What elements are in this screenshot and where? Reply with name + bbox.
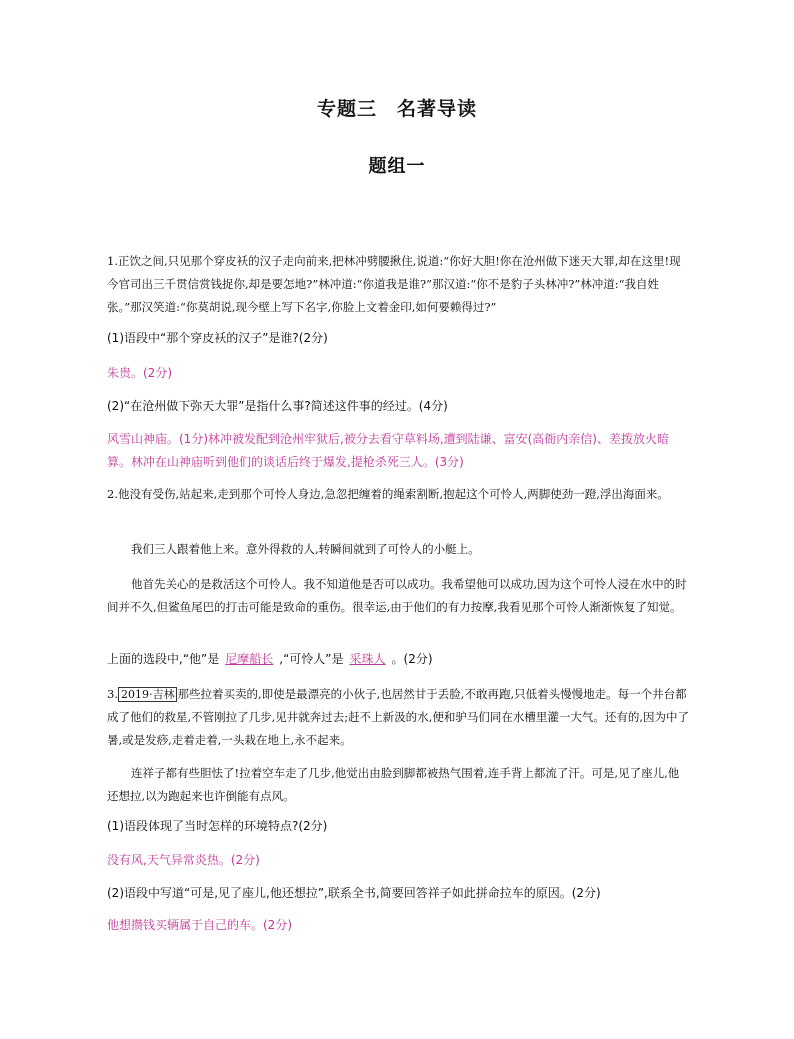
q2-blank-poor-man: 采珠人 xyxy=(349,652,386,666)
q3-source-tag: 2019·吉林 xyxy=(118,687,178,702)
q1-sub1-answer: 朱贵。(2分) xyxy=(107,366,172,380)
q3-number: 3. xyxy=(107,687,118,701)
q3-sub1-question: (1)语段体现了当时怎样的环境特点?(2分) xyxy=(107,819,328,833)
q1-sub1-question: (1)语段中“那个穿皮袄的汉子”是谁?(2分) xyxy=(107,331,328,345)
q2-passage-2: 我们三人跟着他上来。意外得救的人,转瞬间就到了可怜人的小艇上。 xyxy=(131,542,480,556)
q2-blank-he: 尼摩船长 xyxy=(225,652,274,666)
q2-passage-1: 2.他没有受伤,站起来,走到那个可怜人身边,急忽把缠着的绳索割断,抱起这个可怜人,两脚使劲一蹬,浮出海面来。 xyxy=(107,487,669,501)
q2-question-suffix: 。(2分) xyxy=(391,652,433,666)
q1-sub2-question: (2)“在沧州做下弥天大罪”是指什么事?简述这件事的经过。(4分) xyxy=(107,399,448,413)
q2-question-prefix: 上面的选段中,“他”是 xyxy=(107,652,220,666)
q2-question xyxy=(107,648,689,671)
q2-question-middle: ,“可怜人”是 xyxy=(279,652,344,666)
q3-passage-1-text: 那些拉着买卖的,即使是最漂亮的小伙子,也居然甘于丢脸,不敢再跑,只低着头慢慢地走。每一个井台都成了他们的救星,不管刚拉了几步,见井就奔过去;赶不上新汲的水,便和驴马们同在水槽里灌一大气。还有的,因为中了暑,或是发痧,走着走着,一头栽在地上,永不起来。 xyxy=(107,687,689,747)
q1-passage: 1.正饮之间,只见那个穿皮袄的汉子走向前来,把林冲劈腰揪住,说道:“你好大胆!你在沧州做下迷天大罪,却在这里!现今官司出三千贯信赏钱捉你,却是要怎地?”林冲道:“你道我是谁?”那汉道:“你不是豹子头林冲?”林冲道:“我自姓张。”那汉笑道:“你莫胡说,现今壁上写下名字,你脸上文着金印,如何要赖得过?” xyxy=(107,254,681,314)
q2-passage-3: 他首先关心的是救活这个可怜人。我不知道他是否可以成功。我希望他可以成功,因为这个可怜人浸在水中的时间并不久,但鲨鱼尾巴的打击可能是致命的重伤。很幸运,由于他们的有力按摩,我看见那个可怜人渐渐恢复了知觉。 xyxy=(107,577,687,614)
q1-sub2-answer: 风雪山神庙。(1分)林冲被发配到沧州牢狱后,被分去看守草料场,遭到陆谦、富安(高衙内亲信)、差拨放火暗算。林冲在山神庙听到他们的谈话后终于爆发,提枪杀死三人。(3分) xyxy=(107,432,669,469)
page-title: 专题三 名著导读 xyxy=(316,98,477,120)
section-title: 题组一 xyxy=(368,156,426,177)
q3-sub2-question: (2)语段中写道“可是,见了座儿,他还想拉”,联系全书,简要回答祥子如此拼命拉车的原因。(2分) xyxy=(107,886,601,900)
q3-passage-1 xyxy=(107,683,689,752)
q3-passage-2: 连祥子都有些胆怯了!拉着空车走了几步,他觉出由脸到脚都被热气围着,连手背上都流了汗。可是,见了座儿,他还想拉,以为跑起来也许倒能有点风。 xyxy=(107,766,680,803)
q3-sub1-answer: 没有风,天气异常炎热。(2分) xyxy=(107,853,260,867)
q3-sub2-answer: 他想攒钱买辆属于自己的车。(2分) xyxy=(107,918,292,932)
